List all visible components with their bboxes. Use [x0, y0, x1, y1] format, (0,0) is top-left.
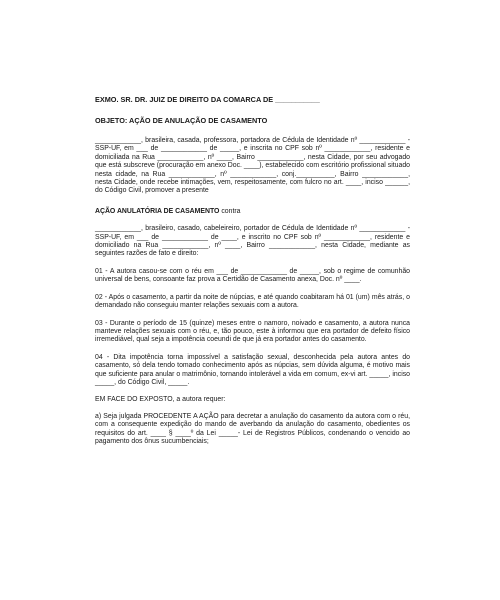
petition-document [95, 95, 410, 446]
subject-heading: OBJETO: AÇÃO DE ANULAÇÃO DE CASAMENTO [95, 116, 268, 125]
request-intro: EM FACE DO EXPOSTO, a autora requer: [95, 396, 226, 404]
action-title [95, 208, 410, 216]
fact-paragraph-03: 03 - Durante o período de 15 (quinze) meses entre o namoro, noivado e casamento, a autora nunca manteve relações sexuais com o réu, e, tão pouco, este à informou que era portador de defeito físico irremediável, qual seja a impotência coeundi de que já era portador antes do casamento. [95, 319, 410, 344]
action-title-rest: contra [219, 207, 241, 215]
request-item-a: a) Seja julgada PROCEDENTE A AÇÃO para decretar a anulação do casamento da autora com o réu, com a consequente expedição do mando de averbando da anulação do casamento, obedientes os requisitos do art. ____ § ____º da Lei _____- Lei de Registros Públicos, condenando o vencido ao pagamento dos ônus sucumbenciais; [95, 412, 410, 445]
defendant-paragraph: ____________, brasileiro, casado, cabeleireiro, portador de Cédula de Identidade nº ____________ -SSP-UF, em ___ de ____________ de ____, e inscrito no CPF sob nº ____________, residente e domiciliado na Rua ____________, nº ____, Bairro ____________, nesta Cidade, mediante as seguintes razões de fato e direito: [95, 225, 410, 258]
action-title-bold: AÇÃO ANULATÓRIA DE CASAMENTO [95, 207, 220, 215]
fact-paragraph-02: 02 - Após o casamento, a partir da noite de núpcias, e até quando coabitaram há 01 (um) mês atrás, o demandado não conseguiu manter relações sexuais com a autora. [95, 293, 410, 310]
addressee-heading: EXMO. SR. DR. JUIZ DE DIREITO DA COMARCA DE ___________ [95, 95, 320, 104]
fact-paragraph-01: 01 - A autora casou-se com o réu em ___ de ____________ de _____, sob o regime de comunhão universal de bens, consoante faz prova a Certidão de Casamento anexa, Doc. nº ____. [95, 267, 410, 284]
plaintiff-paragraph: ____________, brasileira, casada, professora, portadora de Cédula de Identidade nº ____________ - SSP-UF, em ___ de ____________ de _____, e inscrita no CPF sob nº ____________, residente e domiciliada na Rua ____________, nº ____, Bairro ____________, nesta Cidade, por seu advogado que está subscreve (procuração em anexo Doc. ____), estabelecido com escritório profissional situado nesta cidade, na Rua ____________, nº ____________, conj.__________, Bairro ____________, nesta Cidade, onde recebe intimações, vem, respeitosamente, com fulcro no art. ____, inciso ______, do Código Civil, promover a presente [95, 137, 410, 195]
fact-paragraph-04: 04 - Dita impotência torna impossível a satisfação sexual, desconhecida pela autora antes do casamento, só dela tendo tomado conhecimento após as núpcias, sem dúvida alguma, é motivo mais que suficiente para anular o matrimônio, tornando intolerável a vida em comum, ex-vi art. _____, inciso _____, do Código Civil, _____. [95, 353, 410, 386]
